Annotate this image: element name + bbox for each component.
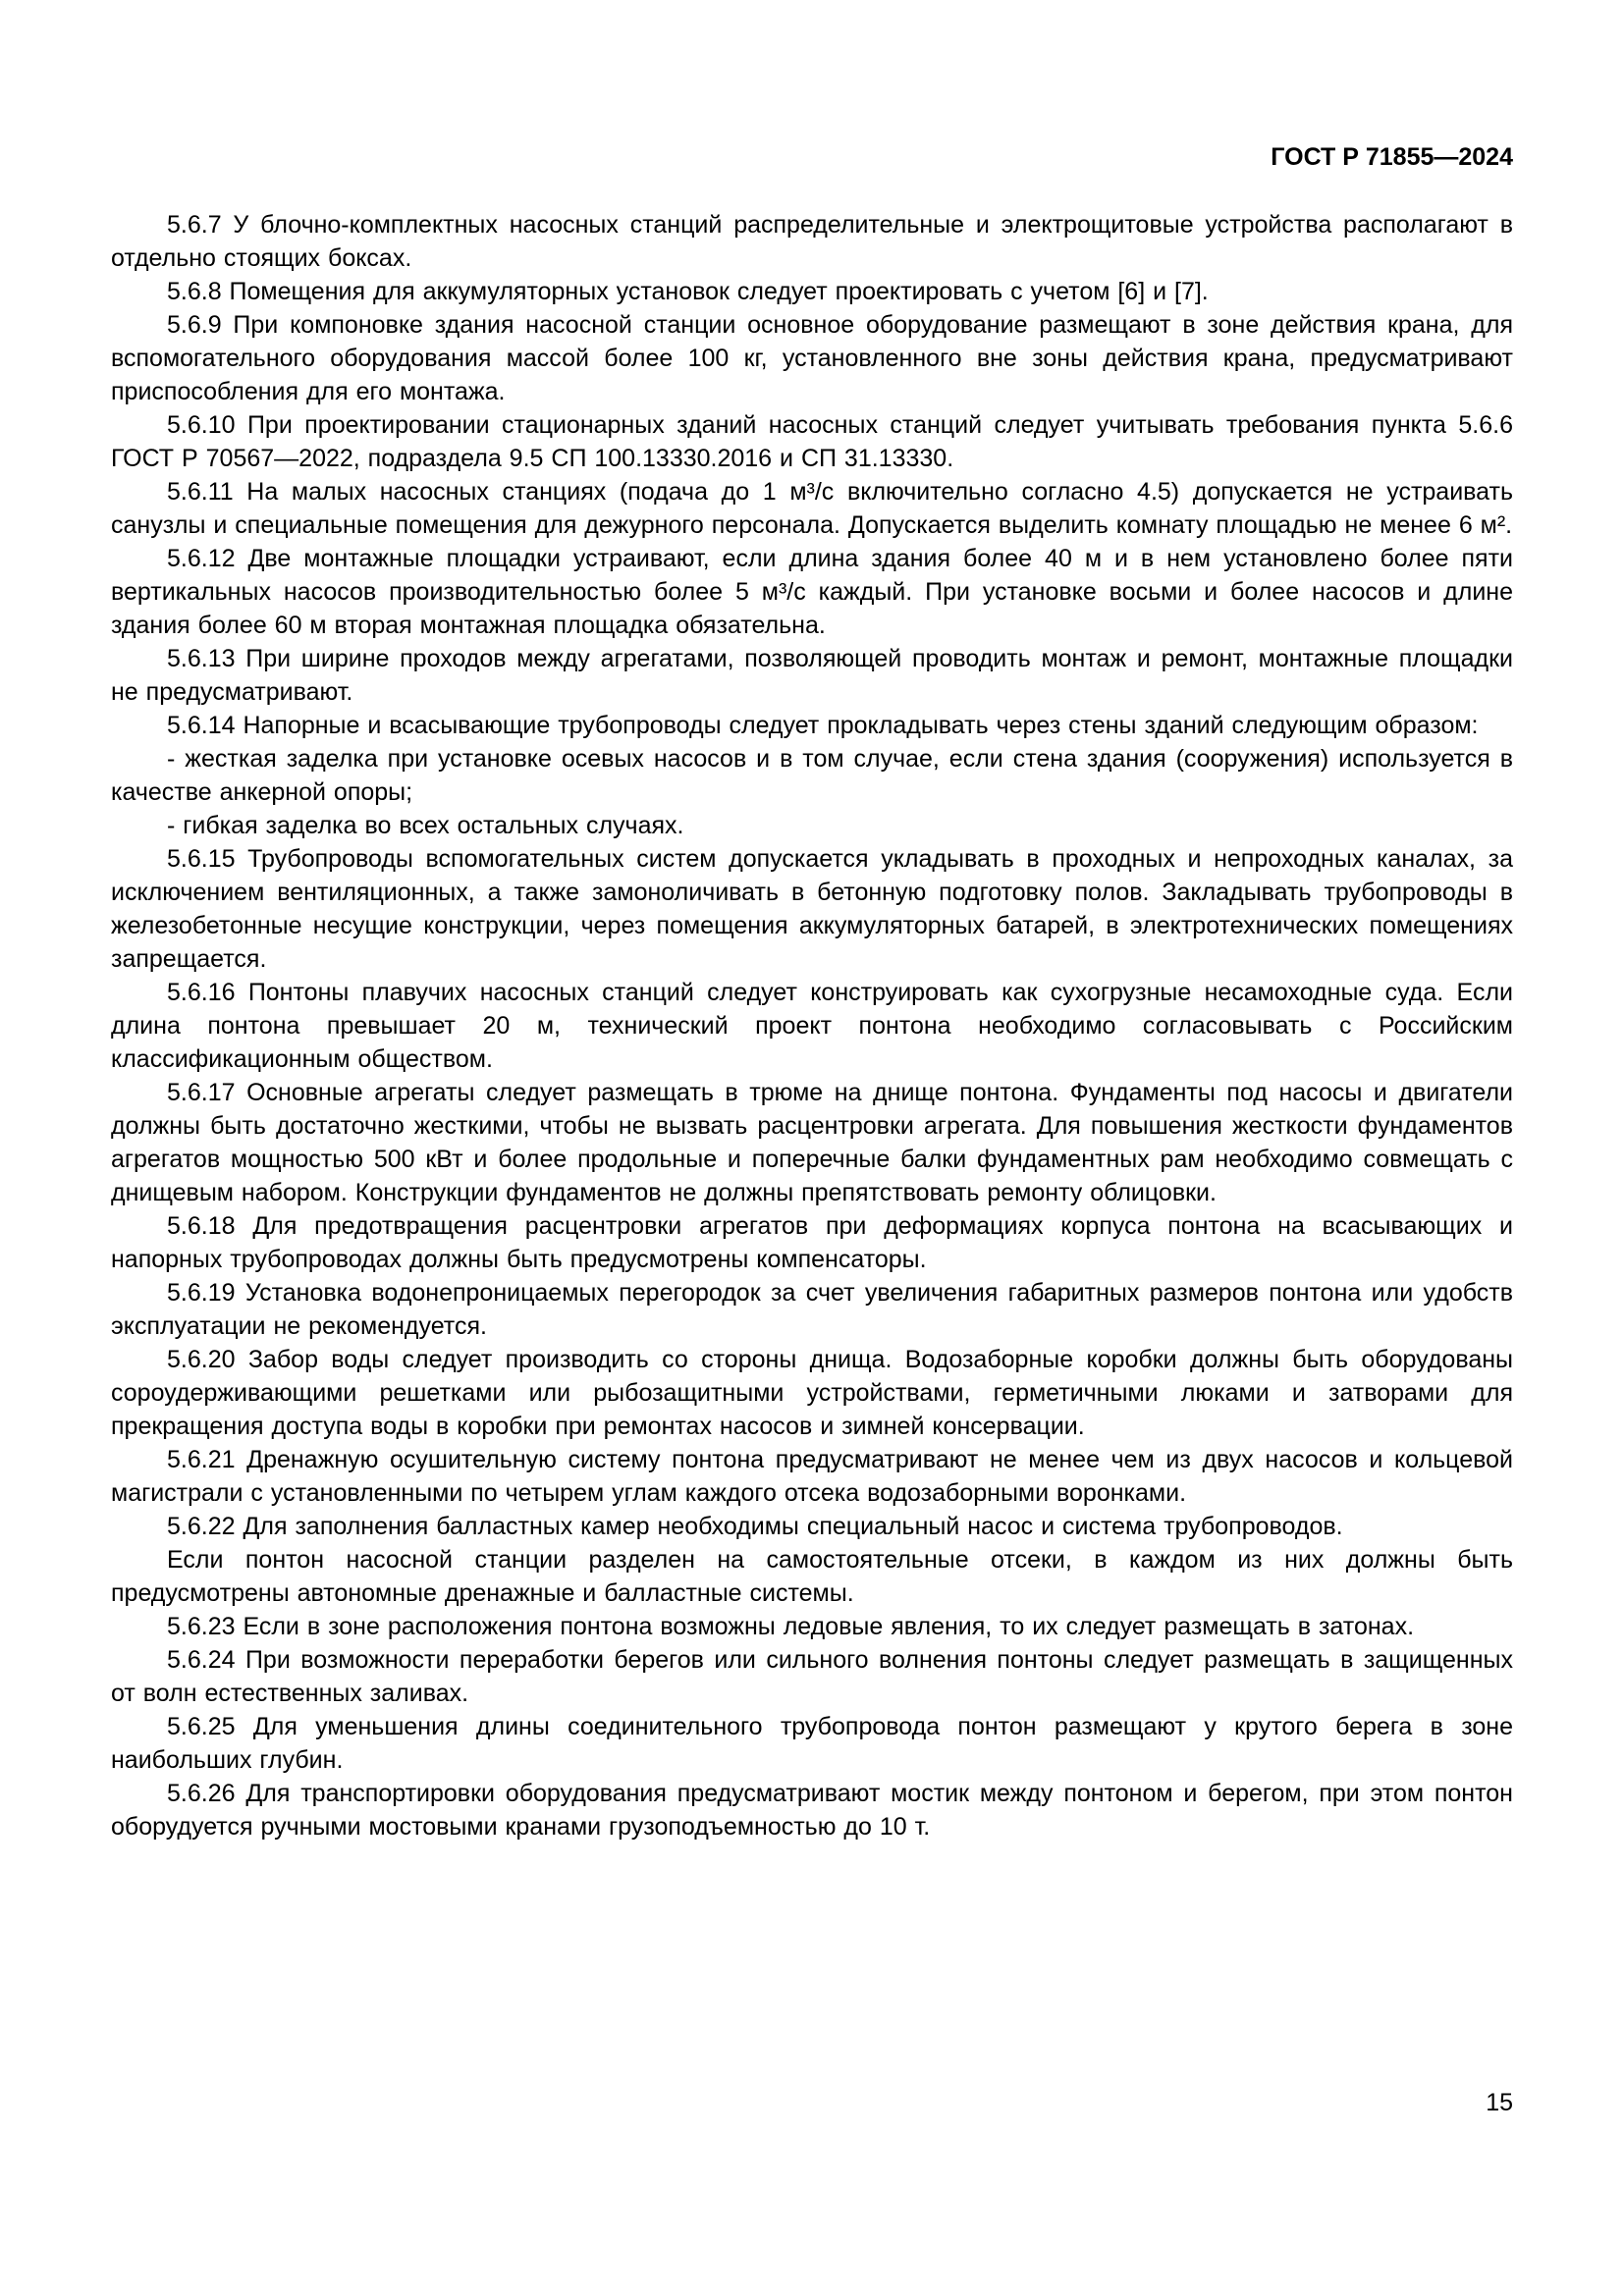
- paragraph: 5.6.20 Забор воды следует производить со стороны днища. Водозаборные коробки должны быть оборудованы сороудерживающими решетками или рыбозащитными устройствами, герметичными люками и затворами для прекращения доступа воды в коробки при ремонтах насосов и зимней консервации.: [111, 1346, 1513, 1440]
- paragraph: 5.6.14 Напорные и всасывающие трубопроводы следует прокладывать через стены зданий следующим образом:: [167, 712, 1479, 739]
- page-number: 15: [1486, 2089, 1513, 2116]
- paragraph: 5.6.25 Для уменьшения длины соединительного трубопровода понтон размещают у крутого берега в зоне наибольших глубин.: [111, 1713, 1513, 1774]
- paragraph: 5.6.7 У блочно-комплектных насосных станций распределительные и электрощитовые устройства располагают в отдельно стоящих боксах.: [111, 211, 1513, 272]
- paragraph: 5.6.9 При компоновке здания насосной станции основное оборудование размещают в зоне действия крана, для вспомогательного оборудования массой более 100 кг, установленного вне зоны действия крана, предусматривают приспособления для его монтажа.: [111, 311, 1513, 405]
- paragraph: 5.6.10 При проектировании стационарных зданий насосных станций следует учитывать требования пункта 5.6.6 ГОСТ Р 70567—2022, подраздела 9.5 СП 100.13330.2016 и СП 31.13330.: [111, 411, 1513, 472]
- paragraph: 5.6.26 Для транспортировки оборудования предусматривают мостик между понтоном и берегом, при этом понтон оборудуется ручными мостовыми кранами грузоподъемностью до 10 т.: [111, 1780, 1513, 1841]
- paragraph: Если понтон насосной станции разделен на самостоятельные отсеки, в каждом из них должны быть предусмотрены автономные дренажные и балластные системы.: [111, 1546, 1513, 1607]
- paragraph: 5.6.24 При возможности переработки берегов или сильного волнения понтоны следует размещать в защищенных от волн естественных заливах.: [111, 1646, 1513, 1707]
- paragraph: 5.6.12 Две монтажные площадки устраивают, если длина здания более 40 м и в нем установлено более пяти вертикальных насосов производительностью более 5 м³/с каждый. При установке восьми и более насосов и длине здания более 60 м вторая монтажная площадка обязательна.: [111, 545, 1513, 639]
- paragraph: 5.6.21 Дренажную осушительную систему понтона предусматривают не менее чем из двух насосов и кольцевой магистрали с установленными по четырем углам каждого отсека водозаборными воронками.: [111, 1446, 1513, 1507]
- document-title-header: ГОСТ Р 71855—2024: [1271, 143, 1513, 171]
- paragraph: 5.6.19 Установка водонепроницаемых перегородок за счет увеличения габаритных размеров понтона или удобств эксплуатации не рекомендуется.: [111, 1279, 1513, 1340]
- paragraph: 5.6.17 Основные агрегаты следует размещать в трюме на днище понтона. Фундаменты под насосы и двигатели должны быть достаточно жесткими, чтобы не вызвать расцентровки агрегата. Для повышения жесткости фундаментов агрегатов мощностью 500 кВт и более продольные и поперечные балки фундаментных рам необходимо совмещать с днищевым набором. Конструкции фундаментов не должны препятствовать ремонту облицовки.: [111, 1079, 1513, 1206]
- paragraph: 5.6.22 Для заполнения балластных камер необходимы специальный насос и система трубопроводов.: [167, 1513, 1343, 1540]
- paragraph: 5.6.23 Если в зоне расположения понтона возможны ледовые явления, то их следует размещать в затонах.: [167, 1613, 1415, 1640]
- paragraph: 5.6.13 При ширине проходов между агрегатами, позволяющей проводить монтаж и ремонт, монтажные площадки не предусматривают.: [111, 645, 1513, 706]
- paragraph: 5.6.16 Понтоны плавучих насосных станций следует конструировать как сухогрузные несамоходные суда. Если длина понтона превышает 20 м, технический проект понтона необходимо согласовывать с Российским классификационным обществом.: [111, 979, 1513, 1073]
- list-item: - жесткая заделка при установке осевых насосов и в том случае, если стена здания (сооружения) используется в качестве анкерной опоры;: [111, 745, 1513, 806]
- paragraph: 5.6.11 На малых насосных станциях (подача до 1 м³/с включительно согласно 4.5) допускается не устраивать санузлы и специальные помещения для дежурного персонала. Допускается выделить комнату площадью не менее 6 м².: [111, 478, 1513, 539]
- document-body: [111, 208, 1513, 1843]
- paragraph: 5.6.8 Помещения для аккумуляторных установок следует проектировать с учетом [6] и [7].: [167, 278, 1209, 305]
- paragraph: 5.6.18 Для предотвращения расцентровки агрегатов при деформациях корпуса понтона на всасывающих и напорных трубопроводах должны быть предусмотрены компенсаторы.: [111, 1212, 1513, 1273]
- paragraph: 5.6.15 Трубопроводы вспомогательных систем допускается укладывать в проходных и непроходных каналах, за исключением вентиляционных, а также замоноличивать в бетонную подготовку полов. Закладывать трубопроводы в железобетонные несущие конструкции, через помещения аккумуляторных батарей, в электротехнических помещениях запрещается.: [111, 845, 1513, 973]
- list-item: - гибкая заделка во всех остальных случаях.: [167, 812, 684, 839]
